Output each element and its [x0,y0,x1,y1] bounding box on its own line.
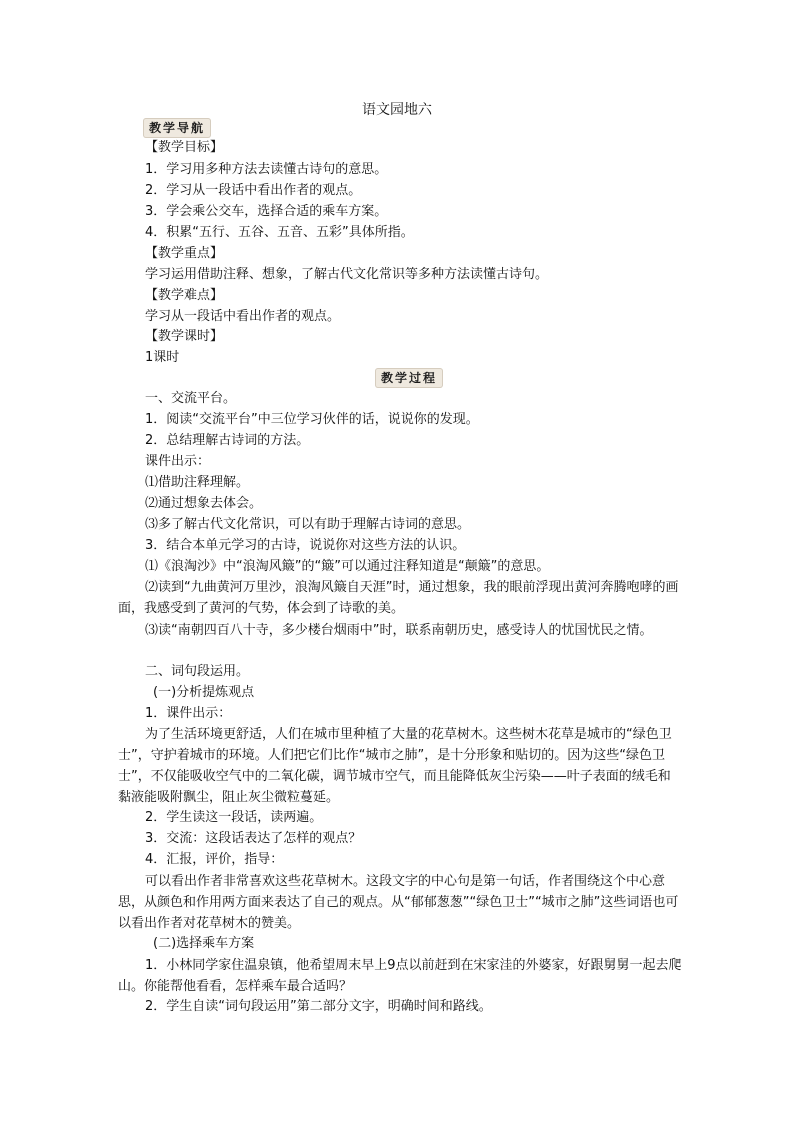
courseware-passage: 为了生活环境更舒适，人们在城市里种植了大量的花草树木。这些树木花草是城市的“绿色卫士”，守护着城市的环境。人们把它们比作“城市之肺”，是十分形象和贴切的。因为这些“绿色卫士”，不仅能吸收空气中的二氧化碳，调节城市空气，而且能降低灰尘污染——叶子表面的绒毛和黏液能吸附飘尘，阻止灰尘微粒蔓延。 [118,727,672,805]
viewpoint-step-1: 1．课件出示： [145,706,232,721]
exchange-step-2: 2．总结理解古诗词的方法。 [145,433,310,448]
method-3: ⑶多了解古代文化常识，可以有助于理解古诗词的意思。 [145,517,471,532]
section-sentence-usage: 二、词句段运用。 [145,664,250,679]
heading-class-hours: 【教学课时】 [145,329,224,344]
section-badge-teaching-process: 教学过程 [375,368,443,388]
bus-plan-step-2: 2．学生自读“词句段运用”第二部分文字，明确时间和路线。 [145,999,492,1014]
viewpoint-step-3: 3．交流：这段话表达了怎样的观点？ [145,831,362,846]
objective-3: 3．学会乘公交车，选择合适的乘车方案。 [145,204,388,219]
courseware-label: 课件出示： [145,454,211,469]
subsection-bus-plan: (二)选择乘车方案 [153,936,255,951]
example-1: ⑴《浪淘沙》中“浪淘风簸”的“簸”可以通过注释知道是“颠簸”的意思。 [145,559,550,574]
exchange-step-1: 1．阅读“交流平台”中三位学习伙伴的话，说说你的发现。 [145,412,479,427]
heading-key-points: 【教学重点】 [145,246,224,261]
viewpoint-answer: 可以看出作者非常喜欢这些花草树木。这段文字的中心句是第一句话，作者围绕这个中心意思，从颜色和作用两方面来表达了自己的观点。从“郁郁葱葱”“绿色卫士”“城市之肺”这些词语也可以看出作者对花草树木的赞美。 [118,874,679,931]
section-badge-teaching-nav: 教学导航 [143,118,211,138]
objective-2: 2．学习从一段话中看出作者的观点。 [145,183,362,198]
viewpoint-step-4: 4．汇报，评价，指导： [145,852,284,867]
method-2: ⑵通过想象去体会。 [145,496,263,511]
objective-1: 1．学习用多种方法去读懂古诗句的意思。 [145,162,388,177]
viewpoint-step-2: 2．学生读这一段话，读两遍。 [145,810,323,825]
bus-plan-step-1: 1．小林同学家住温泉镇，他希望周末早上9点以前赶到在宋家洼的外婆家，好跟舅舅一起去爬山。你能帮他看看，怎样乘车最合适吗？ [118,958,682,994]
difficulty-text: 学习从一段话中看出作者的观点。 [145,309,341,324]
page-title: 语文园地六 [362,102,432,118]
subsection-viewpoint: (一)分析提炼观点 [153,685,255,700]
key-point-text: 学习运用借助注释、想象，了解古代文化常识等多种方法读懂古诗句。 [145,267,549,282]
exchange-step-3: 3．结合本单元学习的古诗，说说你对这些方法的认识。 [145,538,466,553]
objective-4: 4．积累“五行、五谷、五音、五彩”具体所指。 [145,225,414,240]
section-exchange-platform: 一、交流平台。 [145,391,237,406]
method-1: ⑴借助注释理解。 [145,475,250,490]
heading-difficulty: 【教学难点】 [145,288,224,303]
example-2: ⑵读到“九曲黄河万里沙，浪淘风簸自天涯”时，通过想象，我的眼前浮现出黄河奔腾咆哮的画面，我感受到了黄河的气势，体会到了诗歌的美。 [118,580,679,616]
heading-objectives: 【教学目标】 [145,140,224,155]
class-hours-text: 1课时 [145,350,180,365]
example-3: ⑶读“南朝四百八十寺，多少楼台烟雨中”时，联系南朝历史，感受诗人的忧国忧民之情。 [145,623,653,638]
